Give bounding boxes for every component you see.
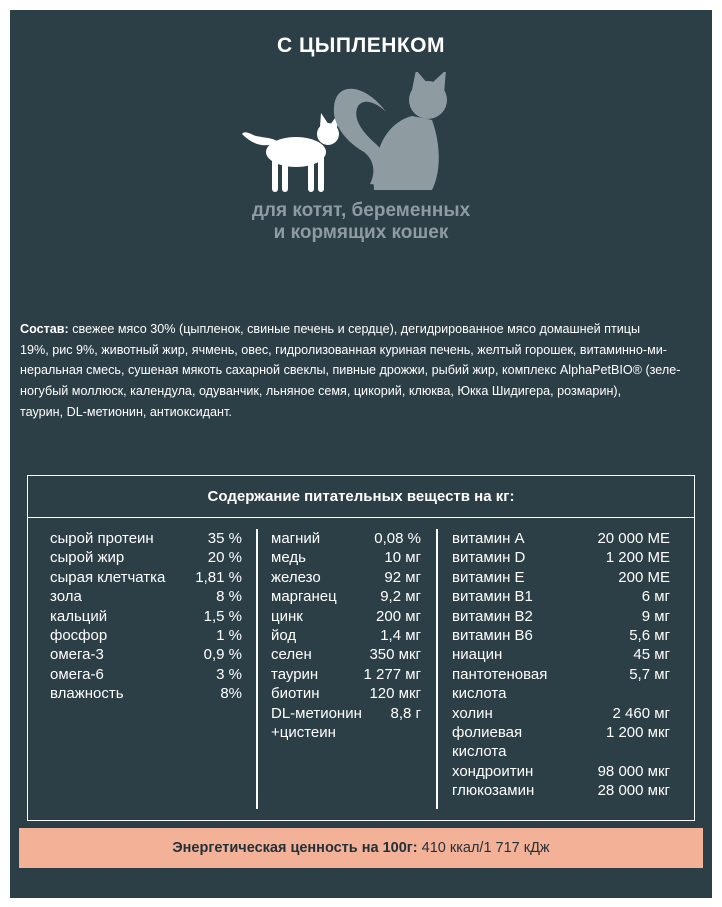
nutrient-value: 350 мкг xyxy=(369,646,421,664)
nutrient-row xyxy=(452,626,670,645)
nutrient-name: фолиевая xyxy=(452,724,523,742)
nutrient-value: 0,9 % xyxy=(203,646,242,664)
nutrient-value: 28 000 мкг xyxy=(597,782,670,800)
composition-line-text: свежее мясо 30% (цыпленок, свиные печень и сердце), дегидрированное мясо домашней птицы xyxy=(72,322,641,336)
nutrient-value: 35 % xyxy=(207,530,242,547)
nutrient-row xyxy=(271,568,421,587)
nutrient-value: 20 000 МЕ xyxy=(597,530,670,547)
nutrient-value: 1 200 мкг xyxy=(605,724,670,742)
nutrients-column-1 xyxy=(50,529,242,704)
nutrient-row xyxy=(50,607,242,626)
energy-bar xyxy=(19,828,703,868)
nutrient-value: 5,7 мг xyxy=(629,665,670,683)
nutrient-name: ниацин xyxy=(452,646,503,664)
nutrients-table xyxy=(27,475,695,821)
nutrient-name: влажность xyxy=(50,685,124,703)
nutrients-header: Содержание питательных веществ на кг: xyxy=(28,476,694,518)
nutrient-name: холин xyxy=(452,704,493,722)
nutrient-name: сырая клетчатка xyxy=(50,568,166,586)
nutrient-value: 200 МЕ xyxy=(618,568,670,586)
nutrient-row xyxy=(271,587,421,606)
nutrient-name: DL-метионин xyxy=(271,704,362,722)
nutrient-row xyxy=(452,529,670,548)
subtitle-line: и кормящих кошек xyxy=(273,222,449,243)
nutrient-row xyxy=(452,723,670,742)
nutrient-row xyxy=(271,548,421,567)
nutrient-row xyxy=(452,684,670,703)
nutrient-value: 8,8 г xyxy=(390,704,421,722)
nutrient-row xyxy=(271,626,421,645)
nutrient-name: глюкозамин xyxy=(452,782,535,800)
nutrient-value: 45 мг xyxy=(633,646,670,664)
nutrients-column-2 xyxy=(271,529,421,742)
nutrient-name: цинк xyxy=(271,607,303,625)
nutrient-value: 1,4 мг xyxy=(380,627,421,645)
product-panel xyxy=(10,10,712,898)
nutrient-value: 1 200 МЕ xyxy=(605,549,670,567)
nutrient-value: 120 мкг xyxy=(369,685,421,703)
page-title: С ЦЫПЛЕНКОМ xyxy=(276,34,446,57)
nutrient-value: 200 мг xyxy=(376,607,421,625)
nutrient-value: 20 % xyxy=(207,549,242,567)
nutrient-name: фосфор xyxy=(50,627,108,645)
nutrient-value: 1,5 % xyxy=(203,607,242,625)
composition-line: таурин, DL-метионин, антиоксидант. xyxy=(20,404,232,419)
nutrient-name: таурин xyxy=(271,665,319,683)
nutrient-row xyxy=(50,568,242,587)
nutrient-value: 9 мг xyxy=(641,607,670,625)
nutrient-row xyxy=(452,665,670,684)
nutrient-name: омега-3 xyxy=(50,646,104,664)
nutrient-value: 1 % xyxy=(216,627,242,645)
composition-line xyxy=(20,319,710,340)
composition-label: Состав: xyxy=(20,322,69,336)
nutrient-value: 5,6 мг xyxy=(629,627,670,645)
nutrients-column-3 xyxy=(452,529,670,801)
column-divider xyxy=(436,529,438,809)
nutrient-name: витамин В1 xyxy=(452,588,533,606)
nutrient-value: 98 000 мкг xyxy=(597,762,670,780)
nutrient-row xyxy=(50,587,242,606)
composition-line: 19%, рис 9%, животный жир, ячмень, овес, гидролизованная куриная печень, желтый горошек, витаминно-ми- xyxy=(20,342,667,357)
nutrient-name: сырой жир xyxy=(50,549,125,567)
nutrient-name: витамин Е xyxy=(452,568,525,586)
nutrient-value: 3 % xyxy=(216,665,242,683)
nutrient-row xyxy=(50,645,242,664)
nutrient-name: кислота xyxy=(452,743,507,761)
nutrient-row xyxy=(452,568,670,587)
nutrient-row xyxy=(452,587,670,606)
nutrient-row xyxy=(452,645,670,664)
nutrient-row xyxy=(452,762,670,781)
nutrient-name: селен xyxy=(271,646,312,664)
nutrient-name: сырой протеин xyxy=(50,530,154,547)
nutrient-name: марганец xyxy=(271,588,337,606)
nutrient-name: витамин D xyxy=(452,549,526,567)
nutrient-row xyxy=(452,548,670,567)
nutrient-row xyxy=(271,723,421,742)
nutrient-row xyxy=(50,529,242,548)
nutrient-row xyxy=(50,665,242,684)
nutrient-value: 1,81 % xyxy=(195,568,242,586)
column-divider xyxy=(256,529,258,809)
composition-text xyxy=(20,319,710,423)
nutrient-name: биотин xyxy=(271,685,320,703)
kitten-icon xyxy=(242,113,339,192)
composition-line: ногубый моллюск, календула, одуванчик, льняное семя, цикорий, клюква, Юкка Шидигера, розмарин), xyxy=(20,384,622,399)
nutrient-row xyxy=(452,781,670,800)
energy-label: Энергетическая ценность на 100г: xyxy=(172,840,418,856)
subtitle xyxy=(10,200,712,244)
nutrient-value: 1 277 мг xyxy=(363,665,421,683)
nutrient-row xyxy=(50,626,242,645)
nutrient-name: витамин В6 xyxy=(452,627,533,645)
nutrient-row xyxy=(50,684,242,703)
nutrient-row xyxy=(271,665,421,684)
nutrient-row xyxy=(452,607,670,626)
nutrient-row xyxy=(50,548,242,567)
nutrient-value: 8 % xyxy=(216,588,242,606)
nutrient-name: хондроитин xyxy=(452,762,534,780)
nutrient-row xyxy=(271,607,421,626)
nutrient-row xyxy=(452,704,670,723)
nutrient-value: 10 мг xyxy=(384,549,421,567)
nutrient-row xyxy=(271,529,421,548)
nutrient-name: +цистеин xyxy=(271,724,336,742)
nutrient-name: пантотеновая xyxy=(452,665,548,683)
energy-value: 410 ккал/1 717 кДж xyxy=(421,840,550,856)
nutrient-row xyxy=(271,704,421,723)
nutrient-name: кальций xyxy=(50,607,108,625)
nutrient-row xyxy=(271,645,421,664)
nutrient-name: медь xyxy=(271,549,306,567)
nutrient-name: йод xyxy=(271,627,297,645)
nutrient-value: 0,08 % xyxy=(374,530,421,547)
nutrient-name: железо xyxy=(271,568,321,586)
nutrient-row xyxy=(452,742,670,761)
nutrient-value: 92 мг xyxy=(384,568,421,586)
nutrient-name: витамин В2 xyxy=(452,607,533,625)
nutrient-value: 6 мг xyxy=(641,588,670,606)
nutrient-value: 2 460 мг xyxy=(612,704,670,722)
subtitle-line: для котят, беременных xyxy=(251,200,471,221)
nutrient-name: витамин А xyxy=(452,530,525,547)
nutrient-row xyxy=(271,684,421,703)
nutrient-name: магний xyxy=(271,530,321,547)
nutrient-name: зола xyxy=(50,588,82,606)
composition-line: неральная смесь, сушеная мякоть сахарной свеклы, пивные дрожжи, рыбий жир, комплекс AlphaPetBIO® (зеле- xyxy=(20,363,681,378)
nutrient-value: 8% xyxy=(220,685,242,703)
adult-cat-icon xyxy=(334,72,447,190)
cats-illustration xyxy=(236,72,456,202)
nutrient-name: омега-6 xyxy=(50,665,104,683)
nutrient-value: 9,2 мг xyxy=(380,588,421,606)
nutrient-name: кислота xyxy=(452,685,507,703)
